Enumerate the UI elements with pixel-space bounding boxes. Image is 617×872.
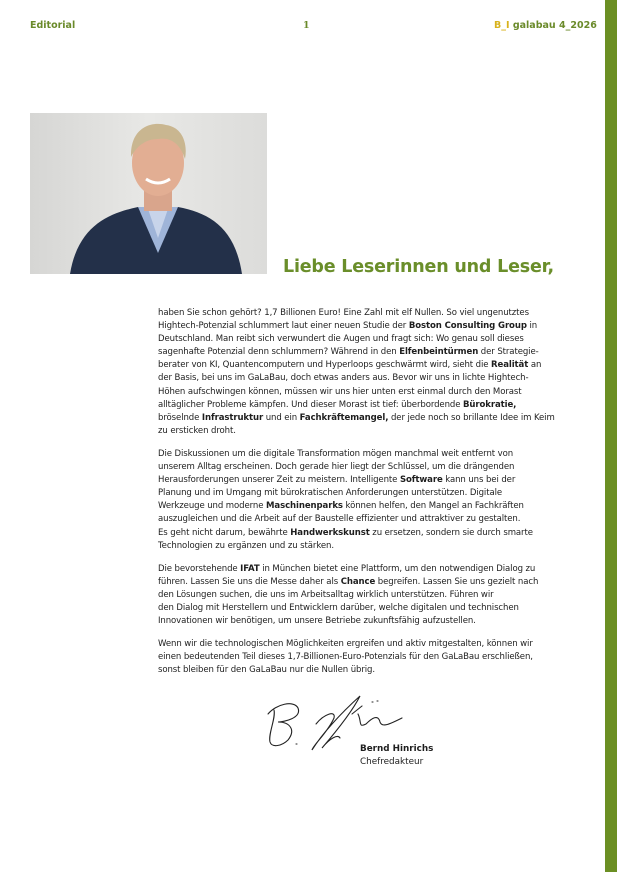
text-line bbox=[158, 359, 542, 372]
text: Die bevorstehende bbox=[158, 563, 241, 574]
paragraph bbox=[158, 448, 533, 553]
text-line bbox=[158, 500, 530, 513]
text-line bbox=[158, 540, 530, 553]
text: den Dialog mit Herstellern und Entwicklern darüber, welche digitalen und technischen bbox=[158, 602, 519, 613]
text-line bbox=[158, 527, 533, 540]
brand-logo: B_I bbox=[494, 20, 510, 31]
text: und ein bbox=[263, 412, 300, 423]
bold-text: Elfenbeintürmen bbox=[399, 347, 479, 358]
paragraph bbox=[158, 638, 533, 677]
bold-text: Chance bbox=[340, 576, 376, 587]
text: den Lösungen suchen, die uns im Arbeitsalltag wirklich unterstützen. Führen wir bbox=[158, 589, 494, 600]
text-line bbox=[158, 412, 555, 425]
text: auszugleichen und die Arbeit auf der Baustelle effizienter und attraktiver zu gestalten. bbox=[158, 514, 521, 525]
bold-text: IFAT bbox=[240, 563, 260, 574]
author-role: Chefredakteur bbox=[360, 757, 424, 767]
magazine-label bbox=[494, 20, 597, 31]
text: Deutschland. Man reibt sich verwundert die Augen und fragt sich: Wo genau soll dieses bbox=[158, 334, 524, 345]
text: in bbox=[526, 321, 538, 332]
text: Es geht nicht darum, bewährte bbox=[158, 527, 291, 538]
text-line bbox=[158, 425, 530, 438]
text: kann uns bei der bbox=[442, 475, 516, 486]
magazine-issue: galabau 4_2026 bbox=[512, 20, 597, 31]
text: Herausforderungen unserer Zeit zu meistern. Intelligente bbox=[158, 475, 400, 486]
text-line bbox=[158, 461, 530, 474]
text: der Basis, bei uns im GaLaBau, doch etwas anders aus. Bevor wir uns in lichte Hightech- bbox=[158, 373, 529, 384]
text: Innovationen wir benötigen, um unsere Betriebe zukunftsfähig aufzustellen. bbox=[158, 616, 476, 627]
page-edge-bar bbox=[605, 0, 617, 872]
text-line bbox=[158, 589, 530, 602]
text: in München bietet eine Plattform, um den notwendigen Dialog zu bbox=[259, 563, 536, 574]
text: einen bedeutenden Teil dieses 1,7-Billionen-Euro-Potenzials für den GaLaBau erschließen, bbox=[158, 652, 533, 663]
text: Die Diskussionen um die digitale Transformation mögen manchmal weit entfernt von bbox=[158, 448, 514, 459]
editorial-body bbox=[158, 307, 555, 687]
text-line bbox=[158, 320, 538, 333]
text: führen. Lassen Sie uns die Messe daher als bbox=[158, 576, 341, 587]
text: sagenhafte Potenzial denn schlummern? Während in den bbox=[158, 347, 400, 358]
text: Planung und im Umgang mit bürokratischen Anforderungen unterstützen. Digitale bbox=[158, 488, 503, 499]
paragraph bbox=[158, 563, 539, 628]
text: bröselnde bbox=[158, 412, 202, 423]
text-line bbox=[158, 346, 539, 359]
text-line bbox=[158, 651, 533, 664]
text: der jede noch so brillante Idee im Keim bbox=[388, 412, 555, 423]
text-line bbox=[158, 399, 530, 412]
bold-text: Realität bbox=[491, 360, 529, 371]
text-line bbox=[158, 638, 533, 651]
text: der Strategie- bbox=[478, 347, 539, 358]
section-label: Editorial bbox=[30, 20, 76, 31]
text-line bbox=[158, 513, 530, 526]
text-line bbox=[158, 333, 530, 346]
text: Wenn wir die technologischen Möglichkeiten ergreifen und aktiv mitgestalten, können wir bbox=[158, 639, 533, 650]
bold-text: Fachkräftemangel, bbox=[299, 412, 389, 423]
page-title: Liebe Leserinnen und Leser, bbox=[283, 257, 554, 277]
text: alltäglicher Probleme kämpfen. Und dieser Morast ist tief: überbordende bbox=[158, 399, 463, 410]
text-line bbox=[158, 602, 530, 615]
text: zu ersetzen, sondern sie durch smarte bbox=[369, 527, 533, 538]
bold-text: Boston Consulting Group bbox=[408, 321, 527, 332]
text: berater von KI, Quantencomputern und Hyperloops geschwärmt wird, sieht die bbox=[158, 360, 492, 371]
text-line bbox=[158, 372, 530, 385]
bold-text: Software bbox=[399, 475, 443, 486]
text: zu ersticken droht. bbox=[158, 425, 236, 436]
text-line bbox=[158, 576, 539, 589]
text-line bbox=[158, 615, 530, 628]
bold-text: Bürokratie, bbox=[462, 399, 517, 410]
text: sonst bleiben für den GaLaBau nur die Nullen übrig. bbox=[158, 665, 376, 676]
text: haben Sie schon gehört? 1,7 Billionen Euro! Eine Zahl mit elf Nullen. So viel ungenutztes bbox=[158, 308, 529, 318]
text: können helfen, den Mangel an Fachkräften bbox=[342, 501, 524, 512]
text: Technologien zu ergänzen und zu stärken. bbox=[158, 540, 334, 551]
text: an bbox=[528, 360, 542, 371]
author-name: Bernd Hinrichs bbox=[360, 744, 434, 754]
bold-text: Handwerkskunst bbox=[290, 527, 370, 538]
text-line bbox=[158, 563, 536, 576]
text: Hightech-Potenzial schlummert laut einer neuen Studie der bbox=[158, 321, 409, 332]
text-line bbox=[158, 474, 530, 487]
text: Höhen aufschwingen können, müssen wir uns hier unten erst einmal durch den Morast bbox=[158, 386, 522, 397]
text-line bbox=[158, 386, 530, 399]
text-line bbox=[158, 448, 530, 461]
text-line bbox=[158, 487, 530, 500]
bold-text: Infrastruktur bbox=[201, 412, 264, 423]
text: begreifen. Lassen Sie uns gezielt nach bbox=[375, 576, 539, 587]
text-line bbox=[158, 307, 530, 320]
text: unserem Alltag erscheinen. Doch gerade hier liegt der Schlüssel, um die drängenden bbox=[158, 462, 515, 473]
bold-text: Maschinenparks bbox=[266, 501, 343, 512]
page-number: 1 bbox=[303, 20, 310, 31]
text-line bbox=[158, 664, 530, 677]
author-photo bbox=[30, 113, 267, 274]
paragraph bbox=[158, 307, 555, 438]
text: Werkzeuge und moderne bbox=[158, 501, 267, 512]
